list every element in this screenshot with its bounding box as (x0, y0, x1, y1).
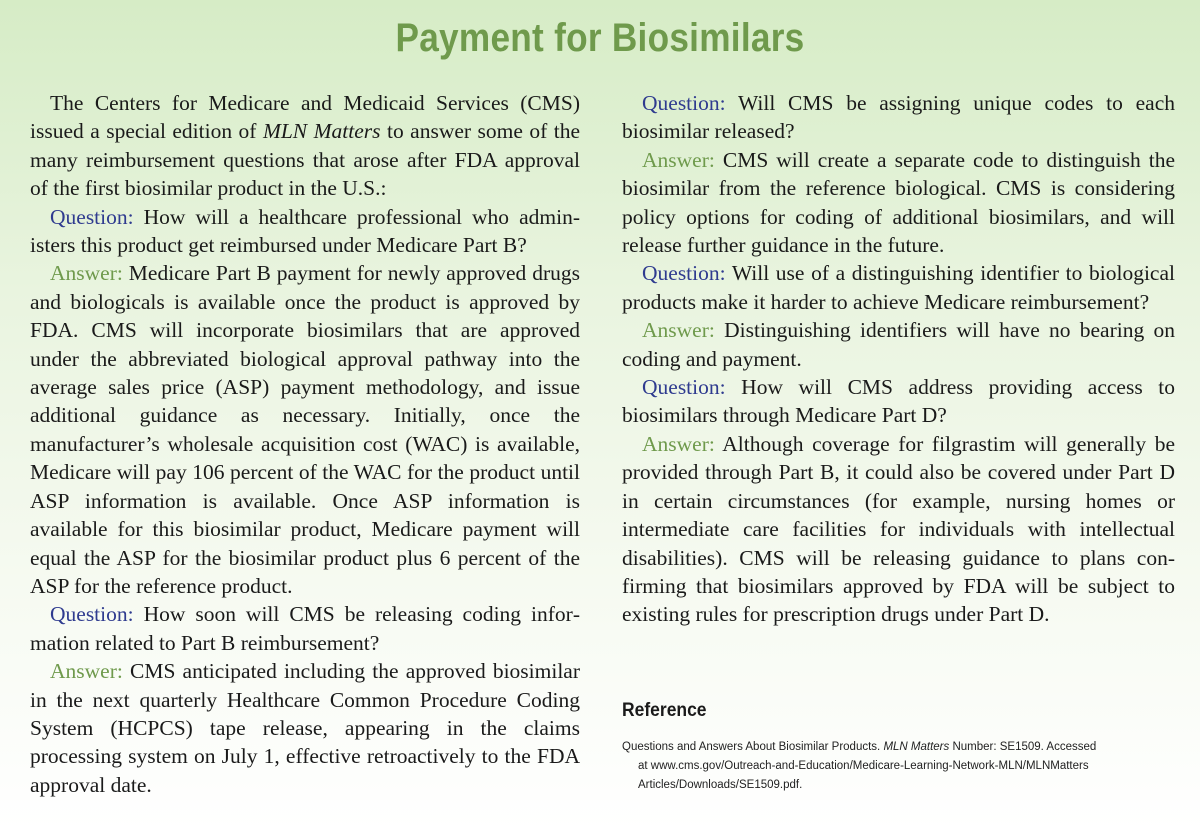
answer-label: Answer: (50, 261, 123, 286)
answer-paragraph (30, 657, 580, 799)
question-paragraph (622, 89, 1175, 146)
answer-label: Answer: (642, 318, 715, 343)
intro-paragraph: The Centers for Medicare and Medicaid Services (CMS) issued a special edition of MLN Matters to answer some of the many reimbursement questions that arose after FDA approval of the first biosimilar product in the U.S.: (30, 91, 581, 201)
right-column (622, 89, 1175, 629)
answer-text: CMS anticipated including the approved biosimilar in the next quarterly Healthcare Common Procedure Coding System (HCPCS) tape release, appearing in the claims processing system on July 1, effective retroactively to the FDA approval date. (30, 659, 580, 797)
reference-url-cont: Articles/Downloads/SE1509.pdf. (638, 779, 803, 791)
answer-text: Although coverage for filgrastim will generally be provided through Part B, it could also be covered under Part D in certain circumstances (for example, nursing homes or intermediate care facilities for individuals with intellectual disabilities). CMS will be releasing guidance to plans confirming that biosimilars approved by FDA will be subject to existing rules for prescription drugs under Part D. (622, 431, 1175, 627)
question-paragraph (30, 600, 580, 657)
answer-paragraph (622, 146, 1175, 260)
publication-name: MLN Matters (262, 119, 381, 144)
publication-name: MLN Matters (883, 741, 950, 753)
answer-paragraph (622, 316, 1175, 373)
question-paragraph (622, 373, 1175, 430)
answer-text: Medicare Part B payment for newly approved drugs and biologicals is available once the product is approved by FDA. CMS will incorporate biosimilars that are approved under the abbreviated biological approval pathway into the average sales price (ASP) payment methodology, and issue additional guidance as necessary. Initially, once the manufacturer’s wholesale acquisition cost (WAC) is available, Medicare will pay 106 percent of the WAC for the product until ASP information is available. Once ASP information is available for this biosimilar product, Medicare payment will equal the ASP for the biosimilar product plus 6 percent of the ASP for the reference product. (30, 261, 580, 598)
question-label: Question: (642, 91, 726, 115)
question-label: Question: (642, 261, 726, 286)
answer-label: Answer: (642, 147, 715, 172)
page-title: Payment for Biosimilars (395, 16, 805, 60)
reference-heading: Reference (622, 700, 707, 721)
question-label: Question: (50, 602, 134, 627)
answer-label: Answer: (642, 431, 715, 456)
question-paragraph (622, 259, 1175, 316)
answer-paragraph (622, 430, 1175, 629)
answer-paragraph (30, 259, 580, 600)
reference-url: at www.cms.gov/Outreach-and-Education/Medicare-Learning-Network-MLN/MLNMatters (638, 760, 1089, 772)
question-text: Will CMS be assigning unique codes to each biosimilar released? (622, 91, 1175, 144)
question-label: Question: (642, 375, 726, 400)
question-text: How will CMS address providing access to biosimilars through Medicare Part D? (622, 375, 1175, 428)
question-paragraph (30, 203, 580, 260)
answer-label: Answer: (50, 659, 123, 684)
question-text: How will a healthcare professional who administers this product get reimbursed under Medicare Part B? (30, 204, 580, 258)
left-column (30, 89, 580, 799)
question-label: Question: (50, 204, 134, 229)
question-text: How soon will CMS be releasing coding information related to Part B reimbursement? (30, 602, 580, 655)
reference-citation: Questions and Answers About Biosimilar Products. MLN Matters Number: SE1509. Accessed at www.cms.gov/Outreach-and-Education/Medicare-Learning-Network-MLN/MLNMatters Articles/Downloads/SE1509.pdf. (622, 738, 1182, 795)
answer-text: CMS will create a separate code to distinguish the biosimilar from the reference biological. CMS is considering policy options for coding of additional biosimilars, and will release further guidance in the future. (622, 147, 1175, 258)
answer-text: Distinguishing identifiers will have no bearing on coding and payment. (622, 318, 1175, 371)
question-text: Will use of a distinguishing identifier to biological products make it harder to achieve Medicare reimbursement? (622, 261, 1175, 314)
